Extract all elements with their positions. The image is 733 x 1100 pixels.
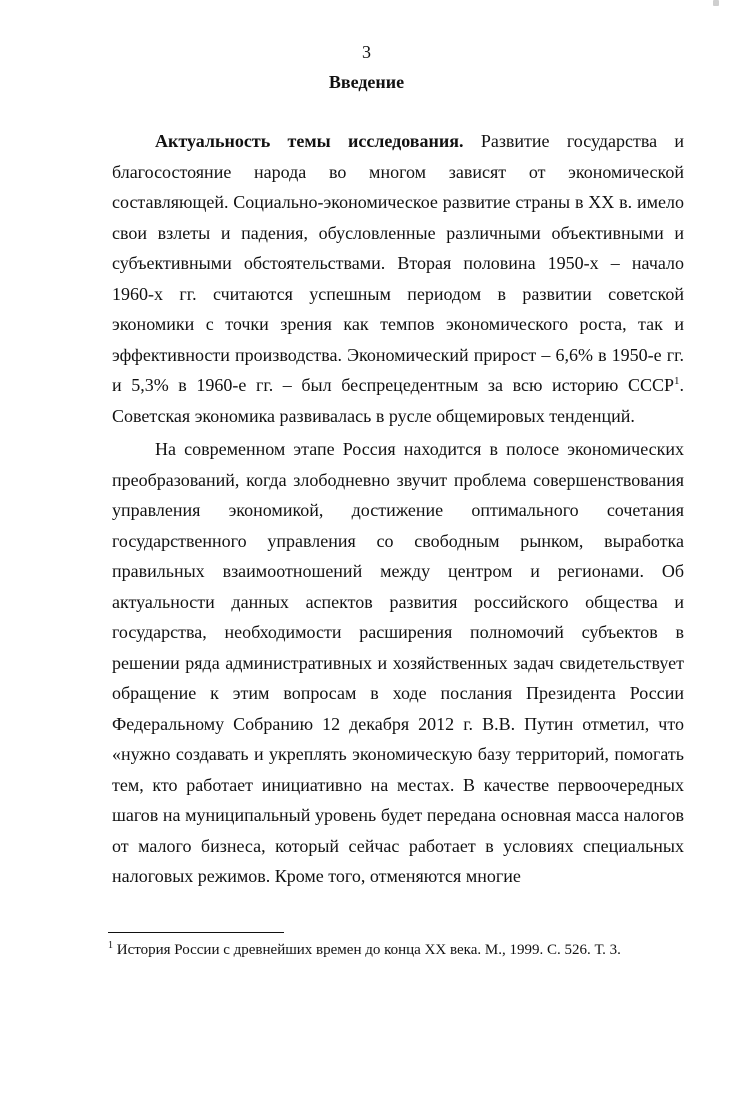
paragraph-modern-stage: На современном этапе Россия находится в полосе экономических преобразований, когда злободневно звучит проблема совершенствования управления экономикой, достижение оптимального сочетания государственного управления со свободным рынком, выработка правильных взаимоотношений между центром и регионами. Об актуальности данных аспектов развития российского общества и государства, необходимости расширения полномочий субъектов в решении ряда административных и хозяйственных задач свидетельствует обращение к этим вопросам в ходе послания Президента России Федеральному Собранию 12 декабря 2012 г. В.В. Путин отметил, что «нужно создавать и укреплять экономическую базу территорий, помогать тем, кто работает инициативно на местах. В качестве первоочередных шагов на муниципальный уровень будет передана основная масса налогов от малого бизнеса, который сейчас работает в условиях специальных налоговых режимов. Кроме того, отменяются многие [112,439,684,886]
footnote-marker: 1 [108,940,113,951]
footnote-reference: 1 [674,375,680,387]
page-number: 3 [362,42,371,62]
footnote-text: История России с древнейших времен до конца XX века. М., 1999. С. 526. Т. 3. [113,942,621,958]
paragraph-relevance [112,126,684,431]
footnote-divider [108,932,284,933]
page-heading: Введение [328,72,405,92]
paragraph-lead: Актуальность темы исследования. [155,131,464,151]
paragraph-text: Развитие государства и благосостояние народа во многом зависят от экономической составляющей. Социально-экономическое развитие страны в XX в. имело свои взлеты и падения, обусловленные различными объективными и субъективными обстоятельствами. Вторая половина 1950-х – начало 1960-х гг. считаются успешным периодом в развитии советской экономики с точки зрения как темпов экономического роста, так и эффективности производства. Экономический прирост – 6,6% в 1950-е гг. и 5,3% в 1960-е гг. – был беспрецедентным за всю историю СССР [112,131,685,395]
footnote [108,940,688,960]
paragraph-text-end: . Советская экономика развивалась в русле общемировых тенденций. [112,375,684,426]
scan-corner-mark [713,0,719,6]
main-text [112,126,684,892]
